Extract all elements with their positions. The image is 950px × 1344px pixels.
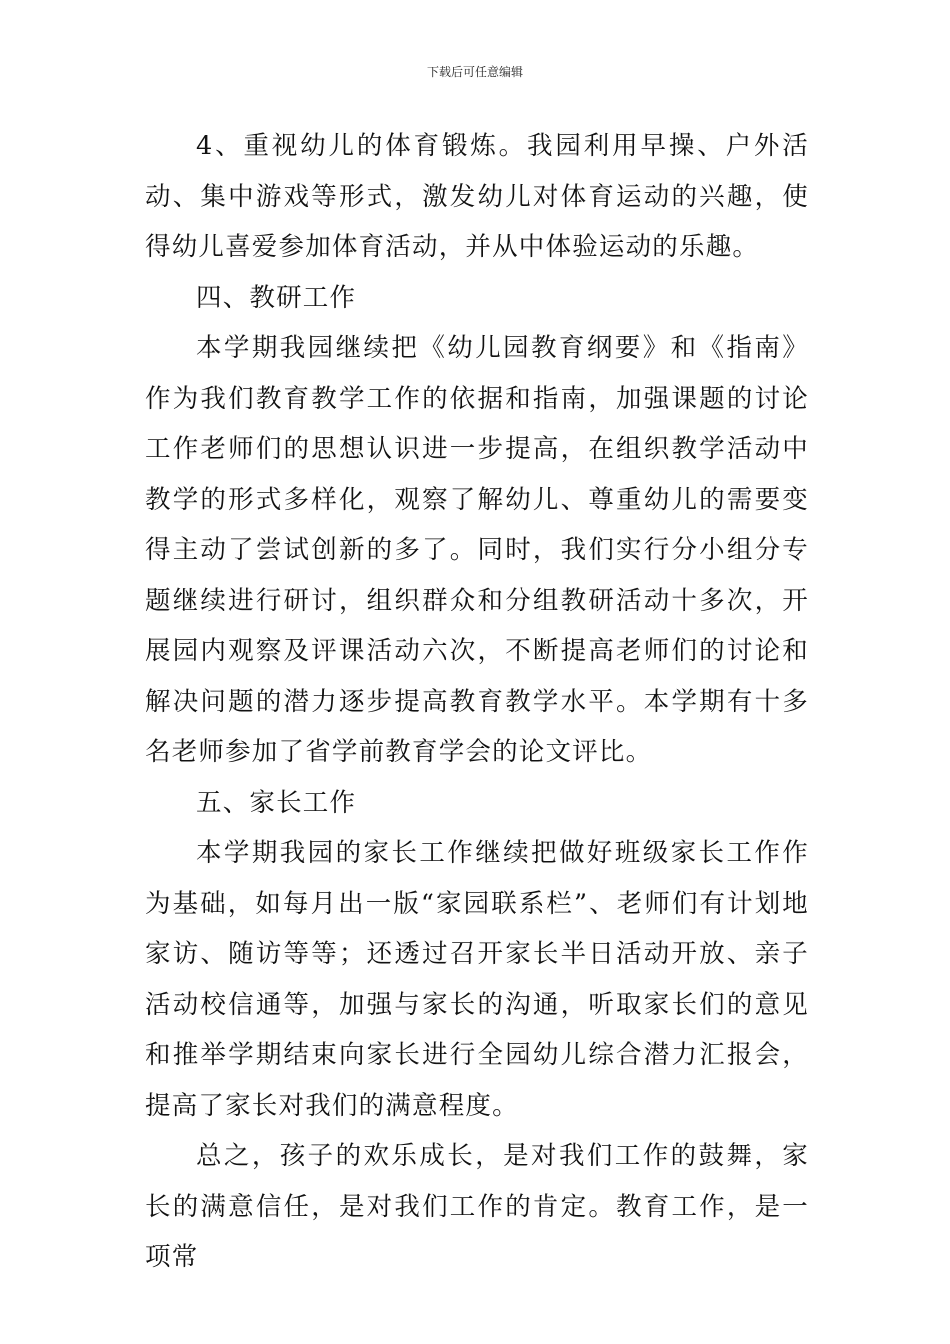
document-body: [145, 121, 809, 1283]
section-heading-teaching-research: 四、教研工作: [196, 282, 357, 313]
paragraph-parent-work: 本学期我园的家长工作继续把做好班级家长工作作为基础，如每月出一版“家园联系栏”、老师们有计划地家访、随访等等；还透过召开家长半日活动开放、亲子活动校信通等，加强与家长的沟通，听取家长们的意见和推举学期结束向家长进行全园幼儿综合潜力汇报会，提高了家长对我们的满意程度。: [145, 838, 809, 1121]
paragraph-summary: 总之，孩子的欢乐成长，是对我们工作的鼓舞，家长的满意信任，是对我们工作的肯定。教育工作，是一项常: [145, 1141, 809, 1272]
paragraph-physical-exercise: 4、重视幼儿的体育锻炼。我园利用早操、户外活动、集中游戏等形式，激发幼儿对体育运动的兴趣，使得幼儿喜爱参加体育活动，并从中体验运动的乐趣。: [145, 131, 809, 262]
page-header-note: 下载后可任意编辑: [426, 65, 523, 79]
section-heading-parent-work: 五、家长工作: [196, 787, 357, 818]
paragraph-teaching-research: 本学期我园继续把《幼儿园教育纲要》和《指南》作为我们教育教学工作的依据和指南，加强课题的讨论工作老师们的思想认识进一步提高，在组织教学活动中教学的形式多样化，观察了解幼儿、尊重幼儿的需要变得主动了尝试创新的多了。同时，我们实行分小组分专题继续进行研讨，组织群众和分组教研活动十多次，开展园内观察及评课活动六次，不断提高老师们的讨论和解决问题的潜力逐步提高教育教学水平。本学期有十多名老师参加了省学前教育学会的论文评比。: [145, 333, 809, 767]
